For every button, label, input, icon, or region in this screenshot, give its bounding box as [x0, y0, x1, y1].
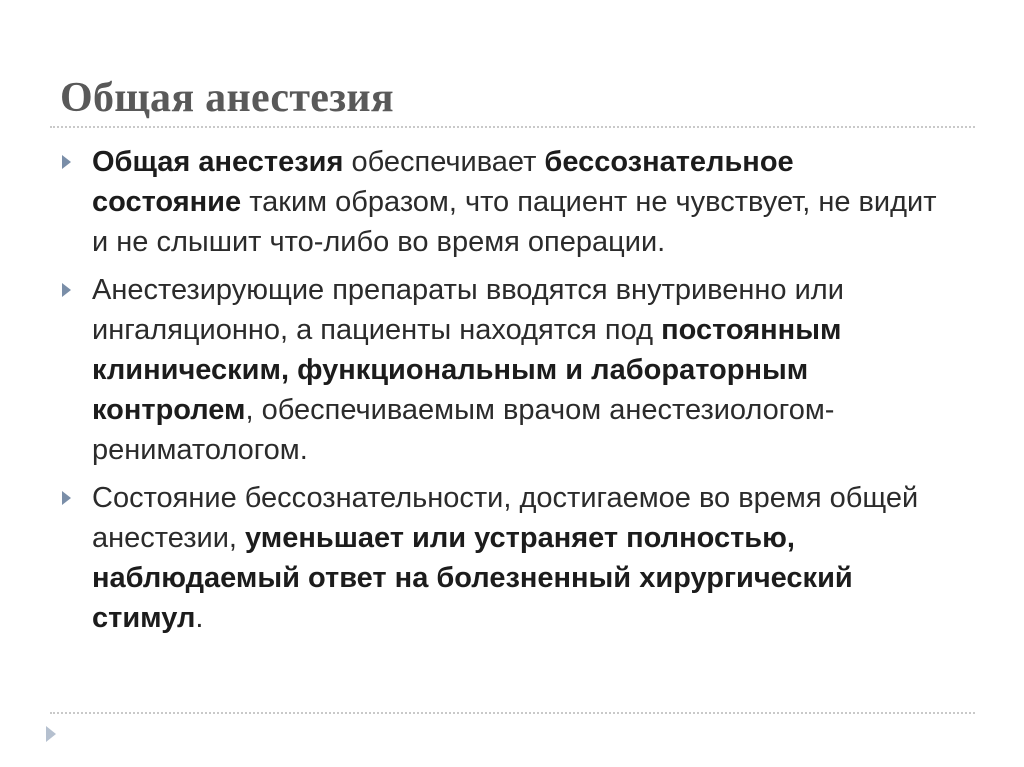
- title-divider: [50, 126, 975, 128]
- bullet-text: [92, 146, 937, 258]
- plain-phrase: обеспечивает: [343, 146, 545, 178]
- plain-phrase: Анестезирующие препараты вводятся внутривенно или ингаляционно, а пациенты находятся под: [92, 274, 844, 346]
- bullet-item: [60, 478, 940, 638]
- bold-phrase: постоянным клиническим, функциональным и лабораторным контролем: [92, 314, 842, 426]
- bullet-item: [60, 142, 940, 262]
- slide-title: Общая анестезия: [60, 75, 394, 121]
- plain-phrase: , обеспечиваемым врачом анестезиологом-рениматологом.: [92, 394, 835, 466]
- bold-phrase: уменьшает или устраняет полностью, наблюдаемый ответ на болезненный хирургический стимул: [92, 522, 853, 634]
- triangle-footer-icon: [46, 726, 56, 742]
- bullet-text: [92, 274, 844, 466]
- bold-phrase: Общая анестезия: [92, 146, 344, 178]
- triangle-bullet-icon: [62, 491, 71, 505]
- plain-phrase: Состояние бессознательности, достигаемое во время общей анестезии,: [92, 482, 919, 554]
- triangle-bullet-icon: [62, 155, 71, 169]
- plain-phrase: .: [195, 602, 204, 634]
- bold-phrase: бессознательное состояние: [92, 146, 794, 218]
- footer-divider: [50, 712, 975, 714]
- bullet-text: [92, 482, 918, 634]
- bullet-item: [60, 270, 940, 470]
- triangle-bullet-icon: [62, 283, 71, 297]
- plain-phrase: таким образом, что пациент не чувствует, не видит и не слышит что-либо во время операции.: [92, 186, 937, 258]
- bullet-list: [60, 142, 940, 646]
